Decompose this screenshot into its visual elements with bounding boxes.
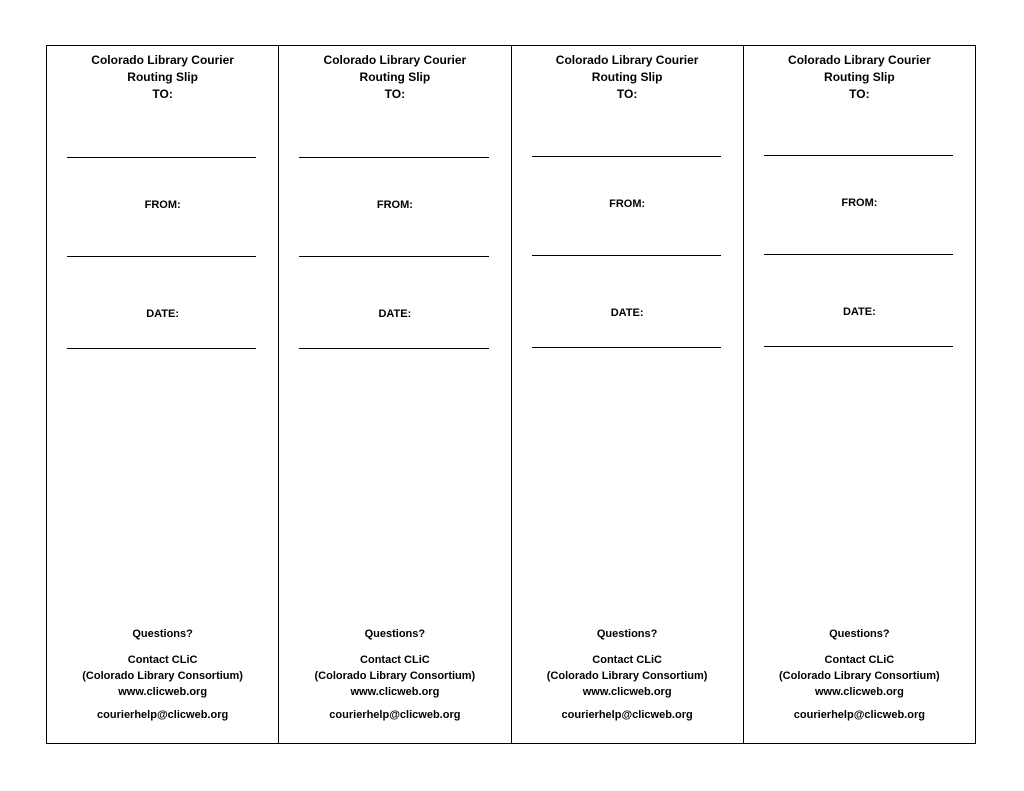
slip-subtitle: Routing Slip [591, 70, 663, 84]
from-line[interactable] [532, 255, 721, 256]
website-link[interactable]: www.clicweb.org [350, 686, 440, 698]
slip-footer [744, 626, 975, 723]
routing-slip-sheet [46, 45, 976, 744]
slip-footer [47, 626, 278, 723]
email-link[interactable]: courierhelp@clicweb.org [793, 709, 925, 721]
slip-title: Colorado Library Courier [323, 53, 467, 67]
date-line[interactable] [764, 346, 953, 347]
from-line[interactable] [764, 254, 953, 255]
org-text: (Colorado Library Consortium) [82, 670, 243, 682]
website-link[interactable]: www.clicweb.org [582, 686, 672, 698]
date-label: DATE: [842, 306, 876, 318]
date-label: DATE: [610, 307, 644, 319]
routing-slip-3 [512, 46, 744, 743]
routing-slip-4 [744, 46, 975, 743]
to-label: TO: [849, 87, 870, 101]
to-line[interactable] [764, 155, 953, 156]
slip-header [744, 52, 975, 103]
contact-text: Contact CLiC [127, 654, 198, 666]
to-line[interactable] [299, 157, 488, 158]
contact-text: Contact CLiC [360, 654, 430, 666]
from-label: FROM: [144, 199, 181, 211]
email-link[interactable]: courierhelp@clicweb.org [97, 709, 229, 721]
slip-title: Colorado Library Courier [788, 53, 931, 67]
slip-subtitle: Routing Slip [359, 70, 431, 84]
to-label: TO: [152, 87, 173, 101]
slip-title: Colorado Library Courier [91, 53, 234, 67]
date-label: DATE: [146, 308, 180, 320]
questions-heading: Questions? [364, 628, 426, 640]
email-link[interactable]: courierhelp@clicweb.org [329, 709, 461, 721]
slip-header [279, 52, 510, 103]
email-link[interactable]: courierhelp@clicweb.org [561, 709, 693, 721]
to-label: TO: [384, 87, 406, 101]
routing-slip-2 [279, 46, 511, 743]
to-line[interactable] [67, 157, 256, 158]
contact-text: Contact CLiC [592, 654, 662, 666]
from-label: FROM: [841, 197, 878, 209]
slip-header [512, 52, 743, 103]
to-label: TO: [616, 87, 638, 101]
website-link[interactable]: www.clicweb.org [814, 686, 904, 698]
website-link[interactable]: www.clicweb.org [118, 686, 208, 698]
slip-footer [512, 626, 743, 723]
from-line[interactable] [299, 256, 488, 257]
from-label: FROM: [376, 199, 413, 211]
slip-subtitle: Routing Slip [824, 70, 895, 84]
org-text: (Colorado Library Consortium) [546, 670, 708, 682]
date-label: DATE: [378, 308, 412, 320]
contact-text: Contact CLiC [824, 654, 895, 666]
date-line[interactable] [532, 347, 721, 348]
routing-slip-1 [47, 46, 279, 743]
questions-heading: Questions? [132, 628, 193, 640]
date-line[interactable] [67, 348, 256, 349]
date-line[interactable] [299, 348, 488, 349]
questions-heading: Questions? [829, 628, 890, 640]
questions-heading: Questions? [596, 628, 658, 640]
slip-footer [279, 626, 510, 723]
org-text: (Colorado Library Consortium) [779, 670, 940, 682]
slip-header [47, 52, 278, 103]
from-label: FROM: [609, 198, 646, 210]
slip-subtitle: Routing Slip [127, 70, 198, 84]
from-line[interactable] [67, 256, 256, 257]
slip-title: Colorado Library Courier [555, 53, 699, 67]
org-text: (Colorado Library Consortium) [314, 670, 476, 682]
to-line[interactable] [532, 156, 721, 157]
